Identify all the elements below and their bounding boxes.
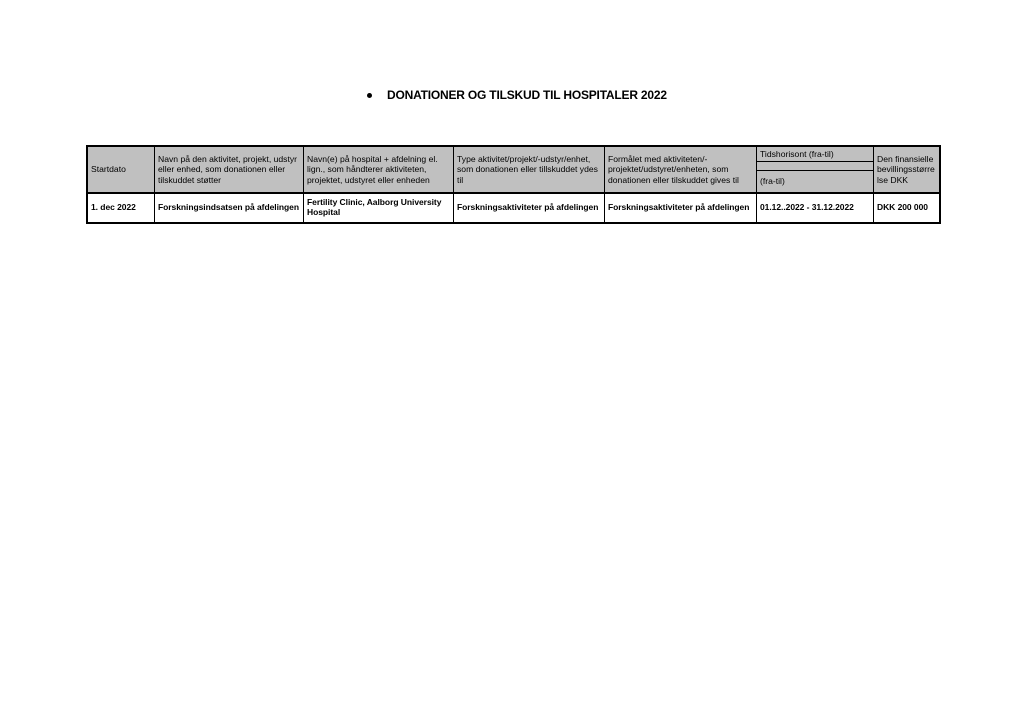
cell-type: Forskningsaktiviteter på afdelingen <box>454 194 605 222</box>
header-hospital: Navn(e) på hospital + afdelning el. lign., som håndterer aktiviteten, projektet, udstyret eller enheden <box>304 147 454 194</box>
header-aktivitet: Navn på den aktivitet, projekt, udstyr eller enhed, som donationen eller tilskuddet støtter <box>155 147 304 194</box>
document-title-row <box>367 88 667 102</box>
donations-table <box>86 145 941 224</box>
tidshorisont-spacer-cell <box>757 162 873 171</box>
cell-tidshorisont: 01.12..2022 - 31.12.2022 <box>757 194 874 222</box>
page-title: DONATIONER OG TILSKUD TIL HOSPITALER 2022 <box>387 88 667 102</box>
cell-startdato: 1. dec 2022 <box>88 194 155 222</box>
header-tidshorisont <box>757 147 874 194</box>
header-tidshorisont-top: Tidshorisont (fra-til) <box>757 147 873 162</box>
header-startdato: Startdato <box>88 147 155 194</box>
bullet-icon <box>367 93 372 98</box>
header-type: Type aktivitet/projekt/-udstyr/enhet, som donationen eller tillskuddet ydes til <box>454 147 605 194</box>
header-bevilling: Den finansielle bevillingsstørre lse DKK <box>874 147 939 194</box>
cell-bevilling: DKK 200 000 <box>874 194 939 222</box>
header-formaal: Formålet med aktiviteten/-projektet/udstyret/enheten, som donationen eller tilskuddet gives til <box>605 147 757 194</box>
cell-formaal: Forskningsaktiviteter på afdelingen <box>605 194 757 222</box>
header-tidshorisont-sub: (fra-til) <box>760 176 785 187</box>
cell-hospital: Fertility Clinic, Aalborg University Hospital <box>304 194 454 222</box>
cell-aktivitet: Forskningsindsatsen på afdelingen <box>155 194 304 222</box>
